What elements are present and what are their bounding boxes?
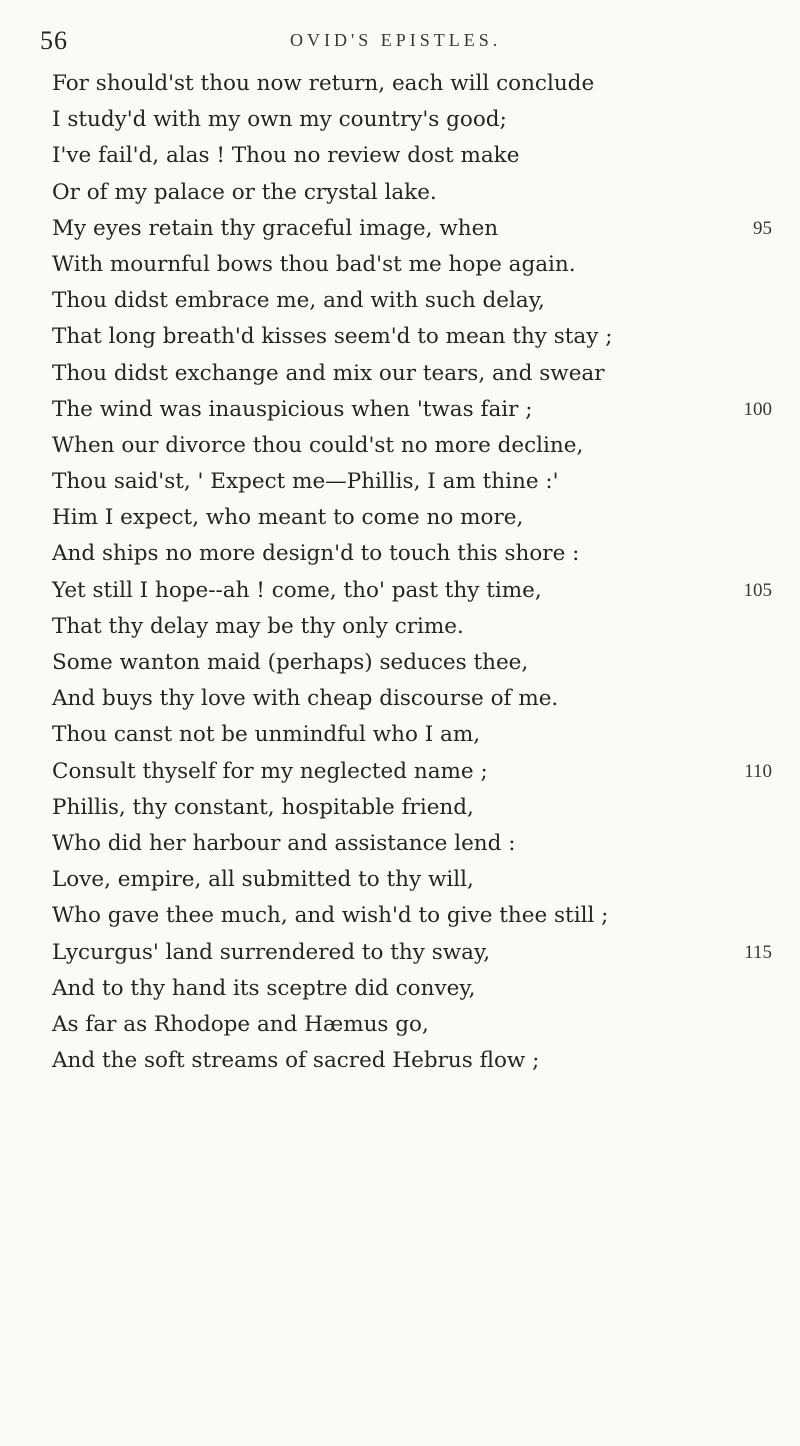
verse-line-text: Thou canst not be unmindful who I am, xyxy=(52,722,481,748)
verse-line-text: Thou didst embrace me, and with such delay, xyxy=(52,288,545,314)
verse-line xyxy=(52,102,772,138)
verse-line xyxy=(52,935,772,971)
line-number: 110 xyxy=(744,760,772,782)
verse-line-text: Consult thyself for my neglected name ; xyxy=(52,758,488,784)
verse-line xyxy=(52,138,772,174)
verse-line-text: My eyes retain thy graceful image, when xyxy=(52,215,499,241)
verse-line xyxy=(52,898,772,934)
verse-line xyxy=(52,754,772,790)
verse-line xyxy=(52,971,772,1007)
verse-line-text: That long breath'd kisses seem'd to mean thy stay ; xyxy=(52,324,613,350)
verse-line xyxy=(52,717,772,753)
verse-line-text: Yet still I hope--ah ! come, tho' past thy time, xyxy=(52,577,542,603)
verse-line-text: And to thy hand its sceptre did convey, xyxy=(52,975,476,1001)
line-number: 100 xyxy=(743,398,772,420)
verse-line-text: That thy delay may be thy only crime. xyxy=(52,613,464,639)
book-title: OVID'S EPISTLES. xyxy=(290,30,502,50)
line-number: 95 xyxy=(753,217,772,239)
verse-line xyxy=(52,392,772,428)
verse-line xyxy=(52,1007,772,1043)
verse-line xyxy=(52,464,772,500)
verse-line-text: Or of my palace or the crystal lake. xyxy=(52,179,437,205)
verse-line xyxy=(52,790,772,826)
line-number: 115 xyxy=(744,941,772,963)
running-head xyxy=(0,26,800,56)
verse-line-text: As far as Rhodope and Hæmus go, xyxy=(52,1011,429,1037)
page-number: 56 xyxy=(40,26,68,55)
verse-line-text: And the soft streams of sacred Hebrus flow ; xyxy=(52,1048,540,1074)
verse-line-text: Thou said'st, ' Expect me—Phillis, I am thine :' xyxy=(52,469,559,495)
verse-line xyxy=(52,536,772,572)
verse-line xyxy=(52,66,772,102)
verse-line-text: For should'st thou now return, each will conclude xyxy=(52,71,595,96)
verse-line xyxy=(52,862,772,898)
verse-line-text: Some wanton maid (perhaps) seduces thee, xyxy=(52,650,529,675)
verse-line xyxy=(52,1043,772,1079)
verse-line xyxy=(52,645,772,681)
verse-line xyxy=(52,283,772,319)
verse-line xyxy=(52,247,772,283)
verse-line-text: And ships no more design'd to touch this shore : xyxy=(52,541,580,567)
verse-line-text: Who did her harbour and assistance lend : xyxy=(52,830,516,856)
verse-line xyxy=(52,573,772,609)
verse-line-text: And buys thy love with cheap discourse of me. xyxy=(52,686,559,712)
verse-line-text: Thou didst exchange and mix our tears, and swear xyxy=(52,360,605,386)
verse-line-text: With mournful bows thou bad'st me hope again. xyxy=(52,251,576,277)
verse-line-text: Who gave thee much, and wish'd to give thee still ; xyxy=(52,903,609,929)
verse-line xyxy=(52,428,772,464)
verse-line xyxy=(52,175,772,211)
verse-line-text: When our divorce thou could'st no more decline, xyxy=(52,432,584,458)
verse-line xyxy=(52,211,772,247)
verse-line xyxy=(52,826,772,862)
verse-line xyxy=(52,319,772,355)
verse-line xyxy=(52,356,772,392)
verse-block xyxy=(52,66,772,1079)
verse-line-text: Him I expect, who meant to come no more, xyxy=(52,505,524,531)
verse-line-text: Love, empire, all submitted to thy will, xyxy=(52,867,474,893)
verse-line-text: I study'd with my own my country's good; xyxy=(52,107,507,133)
verse-line-text: Lycurgus' land surrendered to thy sway, xyxy=(52,939,491,965)
verse-line-text: Phillis, thy constant, hospitable friend, xyxy=(52,794,474,820)
verse-line xyxy=(52,609,772,645)
verse-line xyxy=(52,681,772,717)
line-number: 105 xyxy=(743,579,772,601)
verse-line-text: I've fail'd, alas ! Thou no review dost make xyxy=(52,143,520,169)
verse-line-text: The wind was inauspicious when 'twas fair ; xyxy=(52,396,533,422)
verse-line xyxy=(52,500,772,536)
